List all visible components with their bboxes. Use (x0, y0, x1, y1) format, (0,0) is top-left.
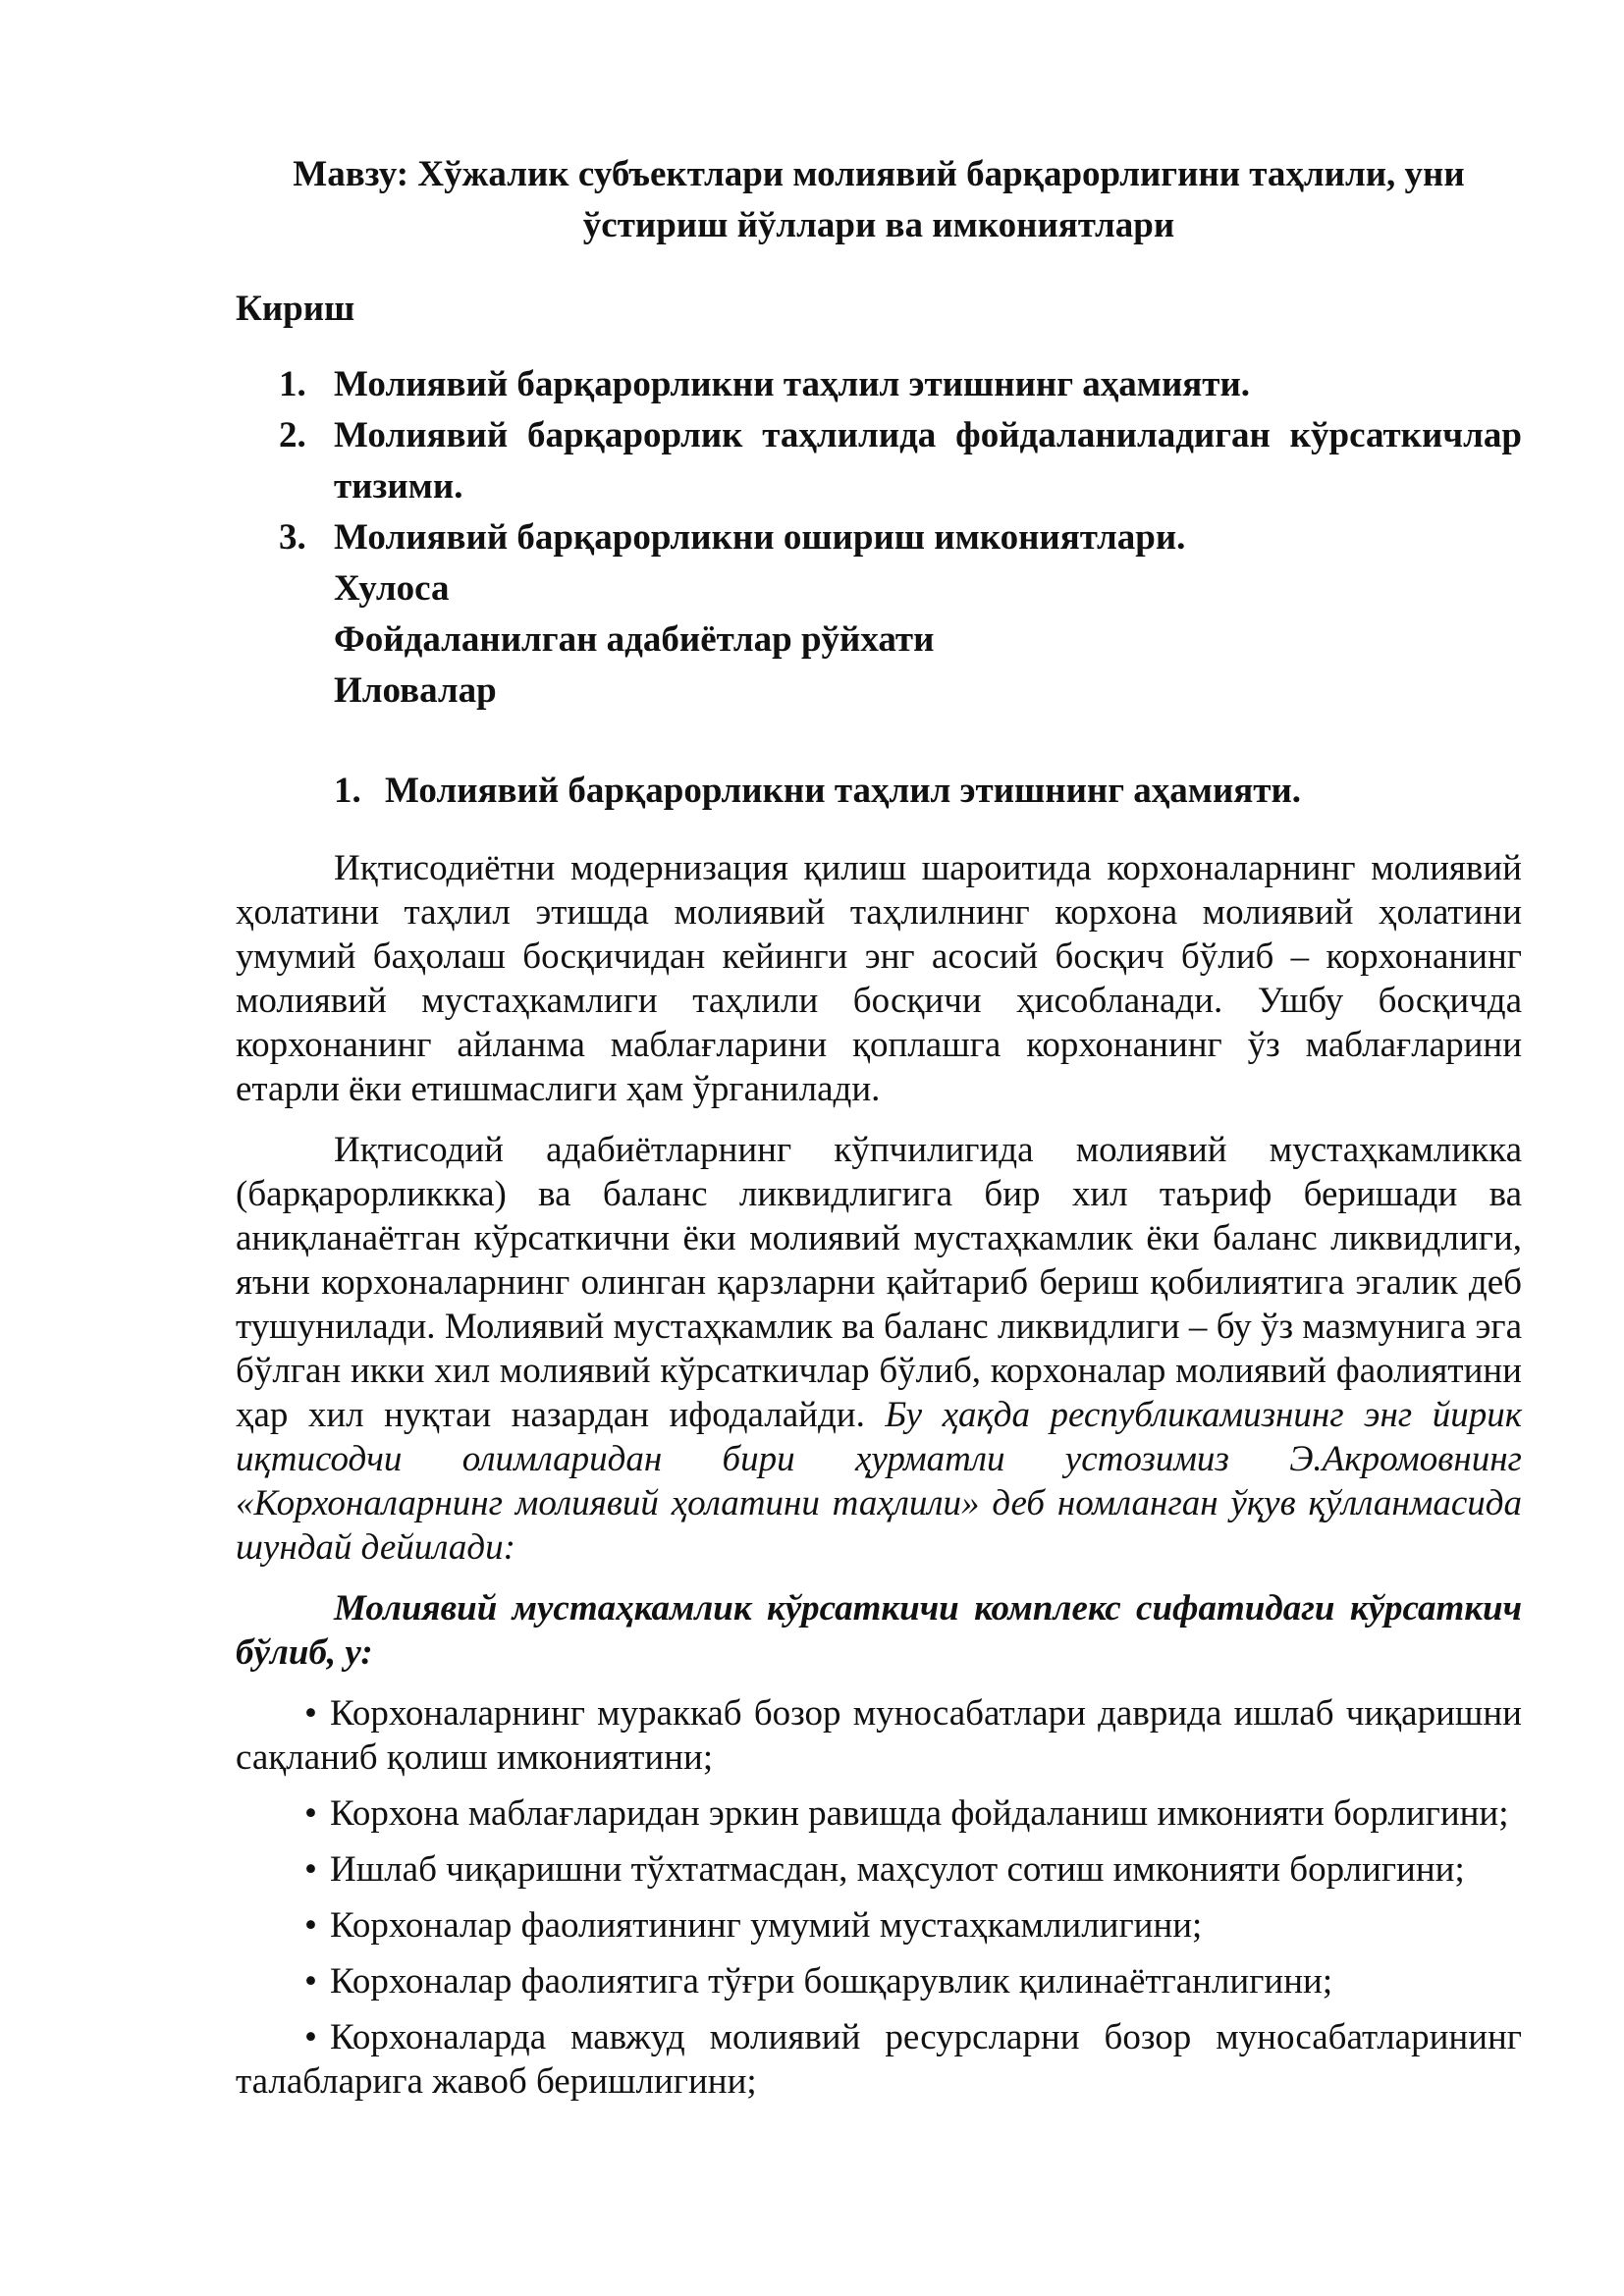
bullet-dot-icon: • (304, 1961, 317, 2002)
toc-item-text: Молиявий барқарорлик таҳлилида фойдаланиладиган кўрсаткичлар тизими. (334, 415, 1522, 507)
document-title (236, 149, 1522, 251)
toc-item-text: Молиявий барқарорликни таҳлил этишнинг аҳамияти. (334, 364, 1251, 404)
bullet-item-1 (236, 1691, 1522, 1780)
toc-conclusion: Хулоса (334, 568, 450, 609)
toc-item-number: 3. (279, 517, 306, 558)
emphasis-statement: Молиявий мустаҳкамлик кўрсаткичи комплекс сифатидаги кўрсаткич бўлиб, у: (236, 1588, 1522, 1673)
bullet-item-4 (236, 1903, 1522, 1948)
bullet-text: Корхоналарда мавжуд молиявий ресурсларни бозор муносабатларининг талабларига жавоб беришлигини; (236, 2017, 1522, 2102)
bullet-item-3 (236, 1847, 1522, 1892)
bullet-dot-icon: • (304, 1849, 317, 1890)
section-title: Молиявий барқарорликни таҳлил этишнинг аҳамияти. (385, 771, 1302, 811)
bullet-text: Корхона маблағларидан эркин равишда фойдаланиш имконияти борлигини; (330, 1793, 1509, 1834)
toc-item-3 (236, 512, 1522, 563)
bullet-dot-icon: • (304, 1693, 317, 1734)
paragraph-2-italic-quote: Бу ҳақда республикамизнинг энг йирик иқтисодчи олимларидан бири ҳурматли устозимиз Э.Акромовнинг «Корхоналарнинг молиявий ҳолатини таҳлили» деб номланган ўқув қўлланмасида шундай дейилади: (236, 1395, 1523, 1568)
table-of-contents (236, 359, 1522, 717)
paragraph-2 (236, 1128, 1522, 1570)
toc-item-number: 2. (279, 415, 306, 455)
toc-references: Фойдаланилган адабиётлар рўйхати (334, 619, 935, 660)
section-heading (334, 766, 1301, 817)
bullet-text: Ишлаб чиқаришни тўхтатмасдан, маҳсулот сотиш имконияти борлигини; (330, 1849, 1465, 1890)
body-text (236, 846, 1522, 2115)
paragraph-1: Иқтисодиётни модернизация қилиш шароитида корхоналарнинг молиявий ҳолатини таҳлил этишда молиявий таҳлилнинг корхона молиявий ҳолатини умумий баҳолаш босқичидан кейинги энг асосий босқич бўлиб – корхонанинг молиявий мустаҳкамлиги таҳлили босқичи ҳисобланади. Ушбу босқичда корхонанинг айланма маблағларини қоплашга корхонанинг ўз маблағларини етарли ёки етишмаслиги ҳам ўрганилади. (236, 848, 1522, 1109)
bullet-item-6 (236, 2015, 1522, 2104)
bullet-text: Корхоналарнинг мураккаб бозор муносабатлари даврида ишлаб чиқаришни сақланиб қолиш имкониятини; (236, 1693, 1522, 1778)
toc-appendices: Иловалар (334, 670, 497, 711)
bullet-dot-icon: • (304, 1905, 317, 1946)
title-line-2: ўстириш йўллари ва имкониятлари (582, 205, 1175, 245)
bullet-item-5 (236, 1959, 1522, 2003)
toc-item-text: Молиявий барқарорликни ошириш имкониятлари. (334, 517, 1186, 558)
toc-item-2 (236, 410, 1522, 512)
bullet-dot-icon: • (304, 2017, 317, 2057)
bullet-item-2 (236, 1791, 1522, 1836)
toc-item-1 (236, 359, 1522, 410)
bullet-dot-icon: • (304, 1793, 317, 1834)
toc-item-number: 1. (279, 364, 306, 404)
bullet-text: Корхоналар фаолиятининг умумий мустаҳкамлилигини; (330, 1905, 1203, 1946)
title-line-1: Мавзу: Хўжалик субъектлари молиявий барқарорлигини таҳлили, уни (293, 154, 1465, 194)
section-number: 1. (334, 771, 361, 811)
bullet-text: Корхоналар фаолиятига тўғри бошқарувлик қилинаётганлигини; (330, 1961, 1333, 2002)
paragraph-2-text: Иқтисодий адабиётларнинг кўпчилигида молиявий мустаҳкамликка (барқарорликкка) ва баланс ликвидлигига бир хил таъриф беришади ва аниқланаётган кўрсаткични ёки молиявий мустаҳкамлик ёки баланс ликвидлиги, яъни корхоналарнинг олинган қарзларни қайтариб бериш қобилиятига эгалик деб тушунилади. Молиявий мустаҳкамлик ва баланс ликвидлиги – бу ўз мазмунига эга бўлган икки хил молиявий кўрсаткичлар бўлиб, корхоналар молиявий фаолиятини ҳар хил нуқтаи назардан ифодалайди. (236, 1130, 1522, 1435)
intro-heading: Кириш (236, 289, 355, 329)
